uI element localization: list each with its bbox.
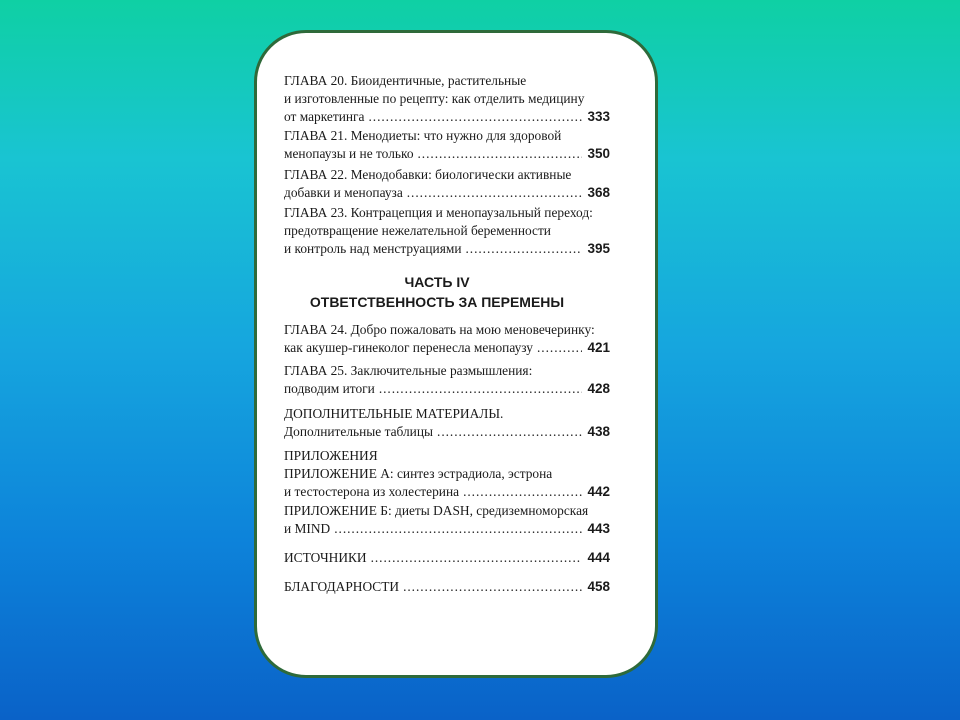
entry-line: ГЛАВА 20. Биоидентичные, растительные bbox=[284, 73, 527, 88]
section-heading: ПРИЛОЖЕНИЯ bbox=[284, 448, 378, 463]
part-heading bbox=[274, 272, 600, 312]
page-number: 443 bbox=[587, 521, 610, 536]
entry-line: добавки и менопауза bbox=[284, 185, 403, 200]
leader-dots bbox=[371, 549, 582, 567]
toc-entry bbox=[284, 362, 610, 398]
toc-entry bbox=[284, 502, 610, 538]
entry-line: ГЛАВА 22. Менодобавки: биологически активные bbox=[284, 167, 572, 182]
page-number: 444 bbox=[587, 550, 610, 565]
leader-dots bbox=[407, 184, 582, 202]
entry-line: и тестостерона из холестерина bbox=[284, 484, 460, 499]
entry-line: и MIND bbox=[284, 521, 331, 536]
entry-line: как акушер-гинеколог перенесла менопаузу bbox=[284, 340, 534, 355]
entry-line: предотвращение нежелательной беременности bbox=[284, 223, 551, 238]
page-number: 333 bbox=[587, 109, 610, 124]
toc-entry bbox=[284, 72, 610, 126]
toc-entry bbox=[284, 578, 610, 596]
page-number: 368 bbox=[587, 185, 610, 200]
entry-line: ИСТОЧНИКИ bbox=[284, 550, 367, 565]
page-number: 442 bbox=[587, 484, 610, 499]
entry-line: ГЛАВА 21. Менодиеты: что нужно для здоровой bbox=[284, 128, 562, 143]
leader-dots bbox=[437, 423, 582, 441]
toc-entry bbox=[284, 405, 610, 441]
entry-line: менопаузы и не только bbox=[284, 146, 414, 161]
entry-line: и изготовленные по рецепту: как отделить медицину bbox=[284, 91, 585, 106]
entry-line: ГЛАВА 23. Контрацепция и менопаузальный переход: bbox=[284, 205, 593, 220]
entry-line: ПРИЛОЖЕНИЕ Б: диеты DASH, средиземноморская bbox=[284, 503, 589, 518]
entry-line: БЛАГОДАРНОСТИ bbox=[284, 579, 400, 594]
section-heading: ДОПОЛНИТЕЛЬНЫЕ МАТЕРИАЛЫ. bbox=[284, 406, 504, 421]
leader-dots bbox=[466, 240, 583, 258]
leader-dots bbox=[379, 380, 582, 398]
toc-entry bbox=[284, 166, 610, 202]
page-number: 395 bbox=[587, 241, 610, 256]
page-number: 350 bbox=[587, 146, 610, 161]
page-number: 458 bbox=[587, 579, 610, 594]
part-title: ОТВЕТСТВЕННОСТЬ ЗА ПЕРЕМЕНЫ bbox=[309, 294, 565, 310]
leader-dots bbox=[537, 339, 582, 357]
entry-line: и контроль над менструациями bbox=[284, 241, 462, 256]
leader-dots bbox=[334, 520, 582, 538]
leader-dots bbox=[368, 108, 582, 126]
leader-dots bbox=[403, 578, 582, 596]
toc-entry bbox=[284, 465, 610, 501]
page-number: 428 bbox=[587, 381, 610, 396]
page-number: 421 bbox=[587, 340, 610, 355]
entry-line: ГЛАВА 25. Заключительные размышления: bbox=[284, 363, 533, 378]
entry-line: ПРИЛОЖЕНИЕ А: синтез эстрадиола, эстрона bbox=[284, 466, 553, 481]
toc-entry bbox=[284, 321, 610, 357]
leader-dots bbox=[463, 483, 582, 501]
toc-entry bbox=[284, 549, 610, 567]
entry-line: ГЛАВА 24. Добро пожаловать на мою меновечеринку: bbox=[284, 322, 595, 337]
entry-line: Дополнительные таблицы bbox=[284, 424, 434, 439]
page-number: 438 bbox=[587, 424, 610, 439]
leader-dots bbox=[418, 145, 582, 163]
part-number: ЧАСТЬ IV bbox=[404, 274, 470, 290]
toc-entry bbox=[284, 204, 610, 258]
entry-line: от маркетинга bbox=[284, 109, 365, 124]
toc-entry bbox=[284, 127, 610, 163]
entry-line: подводим итоги bbox=[284, 381, 375, 396]
